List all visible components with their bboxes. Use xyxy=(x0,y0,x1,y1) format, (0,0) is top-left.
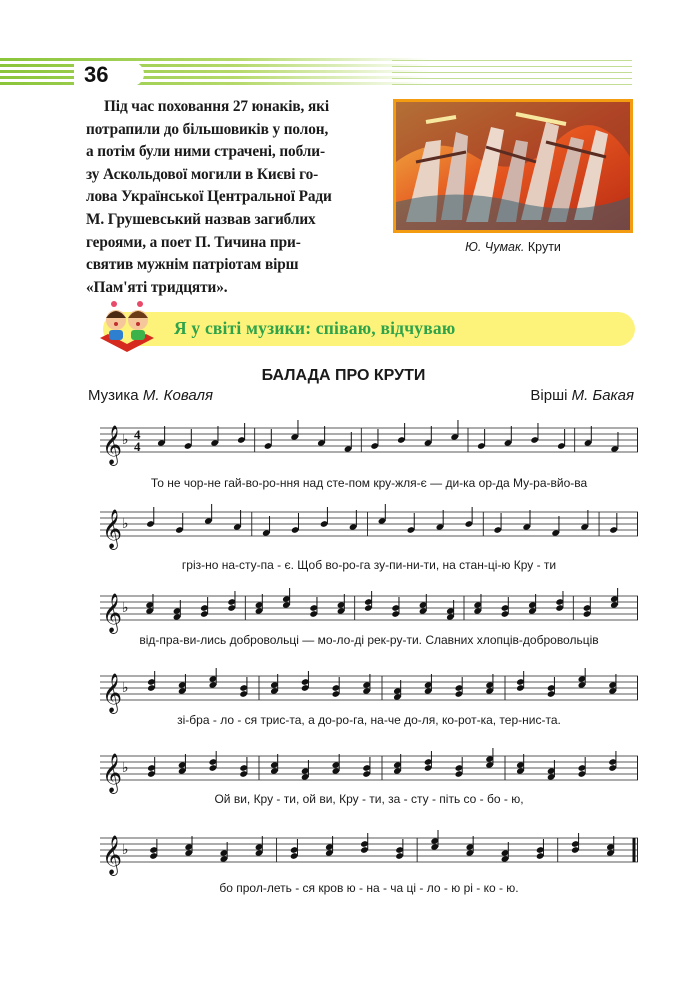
treble-clef-icon: 𝄞 xyxy=(102,425,123,465)
intro-line: потрапили до більшовиків у полон, xyxy=(86,120,329,138)
intro-line: зу Аскольдової могили в Києві го- xyxy=(86,165,319,183)
lyrics-credit xyxy=(530,387,634,404)
music-staff-5 xyxy=(100,748,638,796)
singing-kids-icon xyxy=(96,298,158,354)
intro-line: а потім були ними страчені, побли- xyxy=(86,143,325,161)
treble-clef-icon: 𝄞 xyxy=(102,835,123,875)
music-staff-4 xyxy=(100,668,638,716)
flat-icon: ♭ xyxy=(122,516,129,532)
caption-title: Крути xyxy=(527,240,561,254)
flat-icon: ♭ xyxy=(122,680,129,696)
intro-line: М. Грушевський назвав загиблих xyxy=(86,210,316,228)
flat-icon: ♭ xyxy=(122,432,129,448)
page-number: 36 xyxy=(84,62,109,87)
painting-kruty xyxy=(393,99,633,233)
flat-icon: ♭ xyxy=(122,760,129,776)
treble-clef-icon: 𝄞 xyxy=(102,593,123,633)
flat-icon: ♭ xyxy=(122,600,129,616)
intro-line: святив мужнім патріотам вірш xyxy=(86,256,299,274)
music-staff-2 xyxy=(100,504,638,552)
flat-icon: ♭ xyxy=(122,842,129,858)
intro-line: лова Української Центральної Ради xyxy=(86,188,332,206)
music-staff-3 xyxy=(100,588,638,636)
lyric-line-6: бо прол-леть - ся кров ю - на - ча ці - ло - ю рі - ко - ю. xyxy=(219,881,519,895)
lyrics-author: М. Бакая xyxy=(571,387,634,404)
section-title: Я у світі музики: співаю, відчуваю xyxy=(174,318,456,338)
treble-clef-icon: 𝄞 xyxy=(102,509,123,549)
painting-caption xyxy=(393,240,633,254)
music-author: М. Коваля xyxy=(142,387,213,404)
music-credit xyxy=(88,387,213,404)
music-staff-6 xyxy=(100,830,638,878)
intro-line: «Пам'яті тридцяти». xyxy=(86,278,228,296)
lyric-line-3: від-пра-ви-лись добровольці — мо-ло-ді рек-ру-ти. Славних хлопців-добровольців xyxy=(139,633,599,647)
lyric-line-5: Ой ви, Кру - ти, ой ви, Кру - ти, за - сту - піть со - бо - ю, xyxy=(214,792,524,806)
lyric-line-2: гріз-но на-сту-па - є. Щоб во-ро-га зу-пи-ни-ти, на стан-ці-ю Кру - ти xyxy=(181,558,557,572)
song-title: БАЛАДА ПРО КРУТИ xyxy=(261,367,426,384)
caption-author: Ю. Чумак. xyxy=(465,240,525,254)
time-signature-top: 4 xyxy=(134,427,141,442)
treble-clef-icon: 𝄞 xyxy=(102,753,123,793)
treble-clef-icon: 𝄞 xyxy=(102,673,123,713)
music-staff-1 xyxy=(100,420,638,468)
music-label: Музика xyxy=(88,387,139,404)
intro-paragraph xyxy=(86,96,376,299)
lyric-line-1: То не чор-не гай-во-ро-ння над сте-пом кру-жля-є — ди-ка ор-да Му-ра-вйо-ва xyxy=(150,476,588,490)
intro-line: Під час поховання 27 юнаків, які xyxy=(104,98,330,115)
intro-line: героями, а поет П. Тичина при- xyxy=(86,233,301,251)
lyrics-label: Вірші xyxy=(530,387,568,404)
lyric-line-4: зі-бра - ло - ся трис-та, а до-ро-га, на-че до-ля, ко-рот-ка, тер-нис-та. xyxy=(177,713,561,727)
time-signature-bottom: 4 xyxy=(134,439,141,454)
